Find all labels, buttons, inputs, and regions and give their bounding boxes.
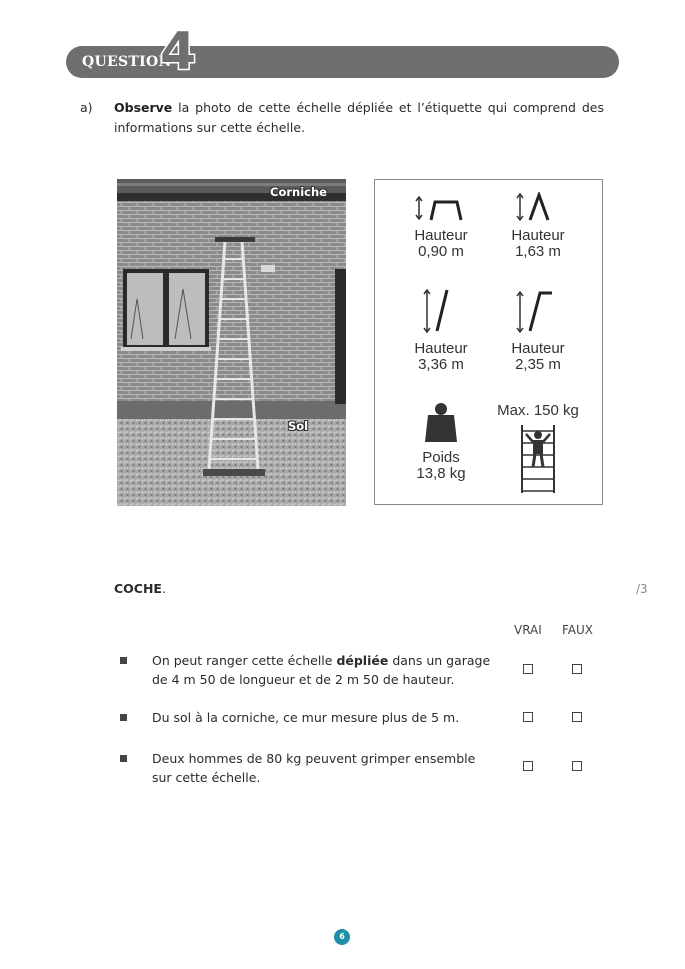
- question-label: QUESTION: [82, 54, 172, 70]
- instruction-body: la photo de cette échelle dépliée et l’étiquette qui comprend des informations sur cette échelle.: [114, 100, 604, 135]
- spec-weight-caption: Poids: [422, 449, 460, 466]
- question-number: 4: [160, 22, 197, 82]
- ladder-a-frame-high-icon: [510, 192, 566, 222]
- bullet-icon: [120, 755, 127, 762]
- spec-height-3-value: 3,36 m: [418, 356, 464, 373]
- score: /3: [636, 582, 648, 596]
- spec-height-2-caption: Hauteur: [511, 227, 565, 244]
- statement-3-faux-checkbox[interactable]: [572, 761, 582, 771]
- task-instruction-word: COCHE: [114, 581, 162, 596]
- ladder-straight-icon: [413, 287, 469, 335]
- column-vrai: VRAI: [514, 623, 542, 637]
- page-number: 6: [334, 929, 350, 945]
- spec-weight: [402, 400, 480, 482]
- part-a-marker: a): [80, 100, 93, 115]
- label-corniche: Corniche: [270, 185, 327, 199]
- spec-max-load: [487, 403, 589, 501]
- statement-1-before: On peut ranger cette échelle: [152, 653, 337, 668]
- spec-height-1-caption: Hauteur: [414, 227, 468, 244]
- statement-1-vrai-checkbox[interactable]: [523, 664, 533, 674]
- task-instruction: [114, 581, 166, 596]
- ladder-photo: [117, 179, 346, 506]
- statement-1-bold: dépliée: [336, 653, 389, 668]
- spec-height-4: [499, 287, 577, 373]
- spec-height-1: [402, 192, 480, 260]
- statement-3: Deux hommes de 80 kg peuvent grimper ensemble sur cette échelle.: [152, 751, 476, 785]
- bullet-icon: [120, 714, 127, 721]
- instruction-verb: Observe: [114, 100, 173, 115]
- weight-icon: [413, 400, 469, 444]
- spec-height-4-value: 2,35 m: [515, 356, 561, 373]
- column-faux: FAUX: [562, 623, 594, 637]
- statement-2-faux-checkbox[interactable]: [572, 712, 582, 722]
- statement-1-faux-checkbox[interactable]: [572, 664, 582, 674]
- spec-max-load-text: Max. 150 kg: [497, 402, 579, 419]
- statement-1: [152, 651, 492, 689]
- ladder-step-icon: [510, 287, 566, 335]
- statement-2: Du sol à la corniche, ce mur mesure plus de 5 m.: [152, 710, 460, 725]
- spec-height-3: [402, 287, 480, 373]
- spec-height-1-value: 0,90 m: [418, 243, 464, 260]
- spec-height-2-value: 1,63 m: [515, 243, 561, 260]
- spec-height-2: [499, 192, 577, 260]
- spec-height-3-caption: Hauteur: [414, 340, 468, 357]
- spec-height-4-caption: Hauteur: [511, 340, 565, 357]
- ladder-photo-drawing: [117, 179, 346, 506]
- statement-2-vrai-checkbox[interactable]: [523, 712, 533, 722]
- spec-weight-value: 13,8 kg: [416, 465, 466, 482]
- instruction-text: [114, 98, 604, 138]
- label-sol: Sol: [288, 419, 309, 433]
- person-on-ladder-icon: [518, 423, 558, 495]
- bullet-icon: [120, 657, 127, 664]
- ladder-a-frame-low-icon: [413, 192, 469, 222]
- task-instruction-period: .: [161, 581, 166, 596]
- statement-3-vrai-checkbox[interactable]: [523, 761, 533, 771]
- statement-1-after: dans un garage de 4 m 50 de longueur et de 2 m 50 de hauteur.: [152, 653, 491, 687]
